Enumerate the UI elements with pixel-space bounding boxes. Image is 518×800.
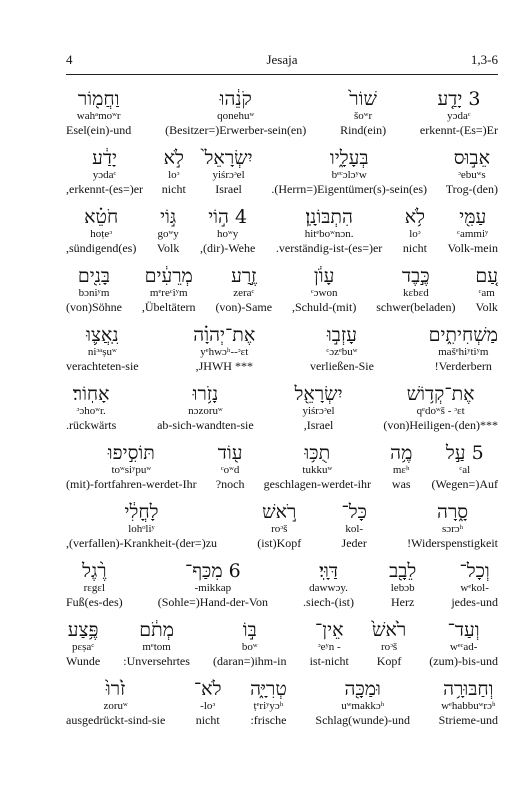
word-unit — [257, 501, 301, 550]
hebrew-word: זֹ֙רוּ֙ — [105, 678, 126, 700]
german-gloss: ist-nicht — [309, 654, 349, 668]
word-unit — [403, 206, 427, 255]
hebrew-word: רֶ֨גֶל — [82, 560, 107, 582]
transliteration: kol- — [345, 523, 364, 535]
word-unit — [215, 265, 272, 314]
german-gloss: .rückwärts — [66, 418, 117, 432]
word-unit — [315, 678, 410, 727]
hebrew-word: וּמַכָּ֖ה — [344, 678, 381, 700]
transliteration: yᵉhwɔʰ--ᵓɛt — [200, 346, 249, 358]
transliteration: -loᵓ — [200, 700, 216, 712]
word-unit — [66, 265, 122, 314]
german-gloss: (zum)-bis-und — [429, 654, 498, 668]
word-unit — [66, 501, 217, 550]
german-gloss: .(Herrn=)Eigentümer(s)-sein(es) — [271, 182, 428, 196]
word-unit — [66, 560, 123, 609]
german-gloss: ,(verfallen)-Krankheit-(der=)zu — [66, 536, 218, 550]
hebrew-word: עָוֺ֔ן — [313, 265, 335, 287]
hebrew-word: נִֽאֲצ֛וּ — [86, 324, 119, 346]
transliteration: ᵓeʸn - — [317, 641, 341, 653]
hebrew-word: לָחֳלִ֔י — [124, 501, 159, 523]
german-gloss: erkennt-(Es=)Er — [419, 123, 498, 137]
transliteration: roᵓš — [380, 641, 398, 653]
hebrew-word: יִשְׂרָאֵל֙ — [204, 147, 253, 169]
transliteration: goʷy — [157, 228, 179, 240]
transliteration: hoʷy — [217, 228, 239, 240]
transliteration: bɔniʸm — [78, 287, 110, 299]
word-unit — [390, 442, 412, 491]
transliteration: mɛʰ — [392, 464, 410, 476]
word-unit — [295, 383, 343, 432]
hebrew-word: רֹ֙אשׁ֙ — [372, 619, 407, 641]
transliteration: kɛbɛd — [402, 287, 429, 299]
transliteration: -mikkap — [194, 582, 232, 594]
transliteration: rɛgɛl — [83, 582, 106, 594]
transliteration: mᵉtom — [142, 641, 171, 653]
word-unit — [310, 324, 374, 373]
german-gloss: ?noch — [215, 477, 245, 491]
german-gloss: Strieme-und — [438, 713, 498, 727]
german-gloss: (Sohle=)Hand-der-Von — [157, 595, 268, 609]
word-unit — [213, 619, 286, 668]
hebrew-word: יָדַ֔ע — [92, 147, 117, 169]
word-unit — [162, 147, 186, 196]
german-gloss: nicht — [161, 182, 186, 196]
german-gloss: :Unversehrtes — [123, 654, 190, 668]
interlinear-row — [66, 324, 498, 383]
hebrew-word: וְכָל־ — [459, 560, 490, 582]
transliteration: yɔdaᶜ — [92, 169, 117, 181]
word-unit — [157, 383, 254, 432]
word-unit — [276, 206, 382, 255]
hebrew-word: לֹא־ — [193, 678, 222, 700]
transliteration: ᶜoʷd — [220, 464, 240, 476]
word-unit — [123, 619, 190, 668]
hebrew-word: אֵב֣וּס — [453, 147, 490, 169]
hebrew-word: ע֖וֹד — [217, 442, 243, 464]
word-unit — [448, 206, 498, 255]
hebrew-word: כָּל־ — [341, 501, 367, 523]
german-gloss: ,Israel — [303, 418, 334, 432]
german-gloss: Esel(ein)-und — [66, 123, 132, 137]
word-unit — [250, 678, 287, 727]
transliteration: mᵉreᶜiʸm — [149, 287, 188, 299]
hebrew-word: אֶת־קְד֥וֹשׁ — [406, 383, 475, 405]
transliteration: hoṭeᵓ — [90, 228, 113, 240]
hebrew-word: עַ֚ם — [475, 265, 498, 287]
hebrew-word: סָ֑רָה — [437, 501, 469, 523]
hebrew-word: זֶ֣רַע — [231, 265, 257, 287]
word-unit — [451, 560, 498, 609]
word-unit — [432, 442, 498, 491]
hebrew-word: פֶּ֥צַע — [67, 619, 99, 641]
german-gloss: .verständig-ist-(es=)er — [275, 241, 383, 255]
german-gloss: nicht — [195, 713, 220, 727]
word-unit — [66, 206, 136, 255]
word-unit — [165, 88, 306, 137]
hebrew-word: גּ֣וֹי — [160, 206, 177, 228]
word-unit — [420, 88, 498, 137]
word-unit — [200, 206, 255, 255]
interlinear-row — [66, 265, 498, 324]
transliteration: lohᵒliʸ — [128, 523, 155, 535]
transliteration: ᵓɔhoʷr. — [76, 405, 106, 417]
interlinear-row — [66, 619, 498, 678]
hebrew-word: אֶת־יְהוָ֗ה — [193, 324, 256, 346]
hebrew-word: לֹ֣א — [163, 147, 184, 169]
word-unit — [142, 265, 196, 314]
german-gloss: Israel — [215, 182, 242, 196]
word-unit — [340, 88, 386, 137]
german-gloss: ,erkennt-(es=)er — [66, 182, 144, 196]
hebrew-word: עַמִּ֖י — [459, 206, 487, 228]
hebrew-word: עָזְב֣וּ — [326, 324, 357, 346]
running-header — [66, 52, 498, 75]
german-gloss: ,Schuld-(mit) — [291, 300, 357, 314]
transliteration: mašᵉhiʸtiʸm — [438, 346, 489, 358]
transliteration: yiśrɔᵓel — [302, 405, 335, 417]
german-gloss: Fuß(es-des) — [66, 595, 123, 609]
german-gloss: ,JHWH *** — [195, 359, 253, 373]
german-gloss: geschlagen-werdet-ihr — [263, 477, 371, 491]
transliteration: lebɔb — [390, 582, 415, 594]
hebrew-word: מֶ֥ה — [390, 442, 413, 464]
hebrew-word: דַּוָּֽי׃ — [319, 560, 339, 582]
transliteration: loᵓ — [409, 228, 421, 240]
hebrew-word: וַחֲמ֖וֹר — [77, 88, 120, 110]
transliteration: niᵓᵃṣuʷ — [87, 346, 117, 358]
hebrew-word: וְחַבּוּרָ֥ה — [443, 678, 494, 700]
hebrew-word: בּ֣וֹ — [242, 619, 257, 641]
hebrew-word: 3 יָדַ֤ע — [437, 88, 481, 110]
german-gloss: schwer(beladen) — [376, 300, 456, 314]
german-gloss: Kopf — [376, 654, 402, 668]
interlinear-row — [66, 147, 498, 206]
hebrew-word: מַשְׁחִיתִ֑ים — [428, 324, 498, 346]
transliteration: hitᵉboʷnɔn. — [304, 228, 354, 240]
transliteration: wᵉhabbuʷrɔʰ — [441, 700, 496, 712]
hebrew-word: אָחֽוֹר׃ — [72, 383, 110, 405]
word-unit — [66, 678, 165, 727]
word-unit — [216, 442, 245, 491]
hebrew-word: שׁוֹר֙ — [349, 88, 377, 110]
hebrew-word: 4 ה֣וֹי — [208, 206, 248, 228]
transliteration: toʷsiʸpuʷ — [111, 464, 152, 476]
hebrew-word: לֵבָ֖ב — [389, 560, 417, 582]
german-gloss: (daran=)ihm-in — [213, 654, 287, 668]
interlinear-text — [66, 88, 498, 737]
hebrew-word: 6 מִכַּף־ — [184, 560, 241, 582]
word-unit — [66, 324, 139, 373]
transliteration: nɔzoruʷ — [188, 405, 223, 417]
word-unit — [194, 678, 222, 727]
transliteration: zeraᶜ — [233, 287, 255, 299]
transliteration: šoʷr — [354, 110, 373, 122]
hebrew-word: הִתְבּוֹנָֽן׃ — [305, 206, 353, 228]
word-unit — [341, 501, 366, 550]
german-gloss: (von)Heiligen-(den)*** — [383, 418, 498, 432]
hebrew-word: רֹ֣אשׁ — [262, 501, 297, 523]
interlinear-row — [66, 88, 498, 147]
german-gloss: !Verderbern — [434, 359, 492, 373]
transliteration: qᵉdoʷš - ᵓɛt — [416, 405, 465, 417]
word-unit — [158, 560, 268, 609]
word-unit — [157, 206, 179, 255]
german-gloss: (mit)-fortfahren-werdet-Ihr — [66, 477, 197, 491]
word-unit — [66, 147, 143, 196]
german-gloss: Trog-(den) — [445, 182, 498, 196]
german-gloss: ,sündigend(es) — [66, 241, 137, 255]
transliteration: ᶜal — [459, 464, 471, 476]
german-gloss: verachteten-sie — [66, 359, 139, 373]
transliteration: wᵉkol- — [460, 582, 489, 594]
interlinear-row — [66, 560, 498, 619]
hebrew-word: בְּעָלָ֑יו — [329, 147, 369, 169]
german-gloss: Volk — [475, 300, 498, 314]
transliteration: sɔrɔʰ — [441, 523, 464, 535]
transliteration: pɛṣaᶜ — [72, 641, 95, 653]
word-unit — [66, 383, 116, 432]
hebrew-word: קֹנֵ֔הוּ — [219, 88, 252, 110]
transliteration: ᶜɔzᵉbuʷ — [326, 346, 358, 358]
word-unit — [376, 265, 455, 314]
word-unit — [429, 324, 498, 373]
verse-reference: 1,3-6 — [470, 52, 498, 67]
word-unit — [372, 619, 406, 668]
transliteration: yiśrɔᵓel — [212, 169, 245, 181]
word-unit — [205, 147, 253, 196]
hebrew-word: תּוֹסִ֣יפוּ — [107, 442, 155, 464]
word-unit — [475, 265, 498, 314]
german-gloss: Jeder — [341, 536, 367, 550]
word-unit — [66, 619, 100, 668]
word-unit — [264, 442, 371, 491]
german-gloss: (Besitzer=)Erwerber-sein(en) — [165, 123, 307, 137]
transliteration: yɔdaᶜ — [447, 110, 471, 122]
german-gloss: jedes-und — [451, 595, 498, 609]
transliteration: ᵓebuʷs — [458, 169, 486, 181]
transliteration: boʷ — [241, 641, 258, 653]
hebrew-word: טְרִיָּ֑ה — [250, 678, 287, 700]
hebrew-word: כֶּ֣בֶד — [402, 265, 430, 287]
german-gloss: ,(dir)-Wehe — [199, 241, 256, 255]
hebrew-word: חֹטֵ֗א — [84, 206, 119, 228]
transliteration: zoruʷ — [103, 700, 128, 712]
transliteration: bᵉᶜɔlɔʸw — [331, 169, 367, 181]
transliteration: uʷmakkɔʰ — [341, 700, 385, 712]
word-unit — [66, 442, 197, 491]
interlinear-row — [66, 206, 498, 265]
german-gloss: Wunde — [66, 654, 101, 668]
german-gloss: (Wegen=)Auf — [431, 477, 498, 491]
german-gloss: nicht — [402, 241, 427, 255]
word-unit — [66, 88, 131, 137]
word-unit — [407, 501, 498, 550]
word-unit — [292, 265, 356, 314]
interlinear-row — [66, 501, 498, 560]
german-gloss: ausgedrückt-sind-sie — [66, 713, 166, 727]
page-number: 4 — [66, 52, 73, 67]
transliteration: wᵉᶜad- — [449, 641, 478, 653]
hebrew-word: מְרֵעִ֔ים — [144, 265, 193, 287]
hebrew-word: תֻכּ֥וּ — [304, 442, 331, 464]
hebrew-word: אֵין־ — [314, 619, 344, 641]
transliteration: ᶜɔwon — [310, 287, 338, 299]
german-gloss: .siech-(ist) — [303, 595, 355, 609]
hebrew-word: בָּנִ֖ים — [77, 265, 111, 287]
transliteration: tukkuʷ — [302, 464, 333, 476]
transliteration: roᵓš — [271, 523, 288, 535]
interlinear-row — [66, 383, 498, 442]
german-gloss: ,Übeltätern — [141, 300, 196, 314]
german-gloss: ab-sich-wandten-sie — [157, 418, 254, 432]
german-gloss: Schlag(wunde)-und — [315, 713, 411, 727]
transliteration: ᶜam — [478, 287, 495, 299]
word-unit — [271, 147, 427, 196]
hebrew-word: וְעַד־ — [447, 619, 480, 641]
transliteration: qonehuʷ — [217, 110, 255, 122]
hebrew-word: יִשְׂרָאֵ֖ל — [294, 383, 343, 405]
german-gloss: Volk-mein — [447, 241, 498, 255]
hebrew-word: נָזֹ֥רוּ — [192, 383, 219, 405]
word-unit — [389, 560, 416, 609]
german-gloss: Volk — [156, 241, 180, 255]
book-title: Jesaja — [266, 52, 298, 67]
hebrew-word: לֹ֥א — [404, 206, 426, 228]
hebrew-word: מְתֹ֔ם — [139, 619, 174, 641]
transliteration: ᶜammiʸ — [457, 228, 489, 240]
word-unit — [310, 619, 349, 668]
transliteration: wahᵃmoʷr — [76, 110, 121, 122]
german-gloss: Herz — [391, 595, 415, 609]
word-unit — [446, 147, 498, 196]
german-gloss: Rind(ein) — [340, 123, 387, 137]
german-gloss: !Widerspenstigkeit — [407, 536, 498, 550]
german-gloss: (ist)Kopf — [257, 536, 302, 550]
german-gloss: was — [391, 477, 411, 491]
german-gloss: (von)-Same — [215, 300, 273, 314]
word-unit — [439, 678, 498, 727]
transliteration: loᵓ — [168, 169, 180, 181]
german-gloss: (von)Söhne — [66, 300, 122, 314]
interlinear-row — [66, 678, 498, 737]
transliteration: dawwɔy. — [309, 582, 348, 594]
hebrew-word: 5 עַ֣ל — [445, 442, 484, 464]
german-gloss: :frische — [250, 713, 287, 727]
interlinear-row — [66, 442, 498, 501]
word-unit — [193, 324, 255, 373]
word-unit — [383, 383, 498, 432]
word-unit — [429, 619, 498, 668]
word-unit — [303, 560, 354, 609]
transliteration: ṭᵉriʸyɔʰ — [253, 700, 284, 712]
german-gloss: verließen-Sie — [309, 359, 374, 373]
